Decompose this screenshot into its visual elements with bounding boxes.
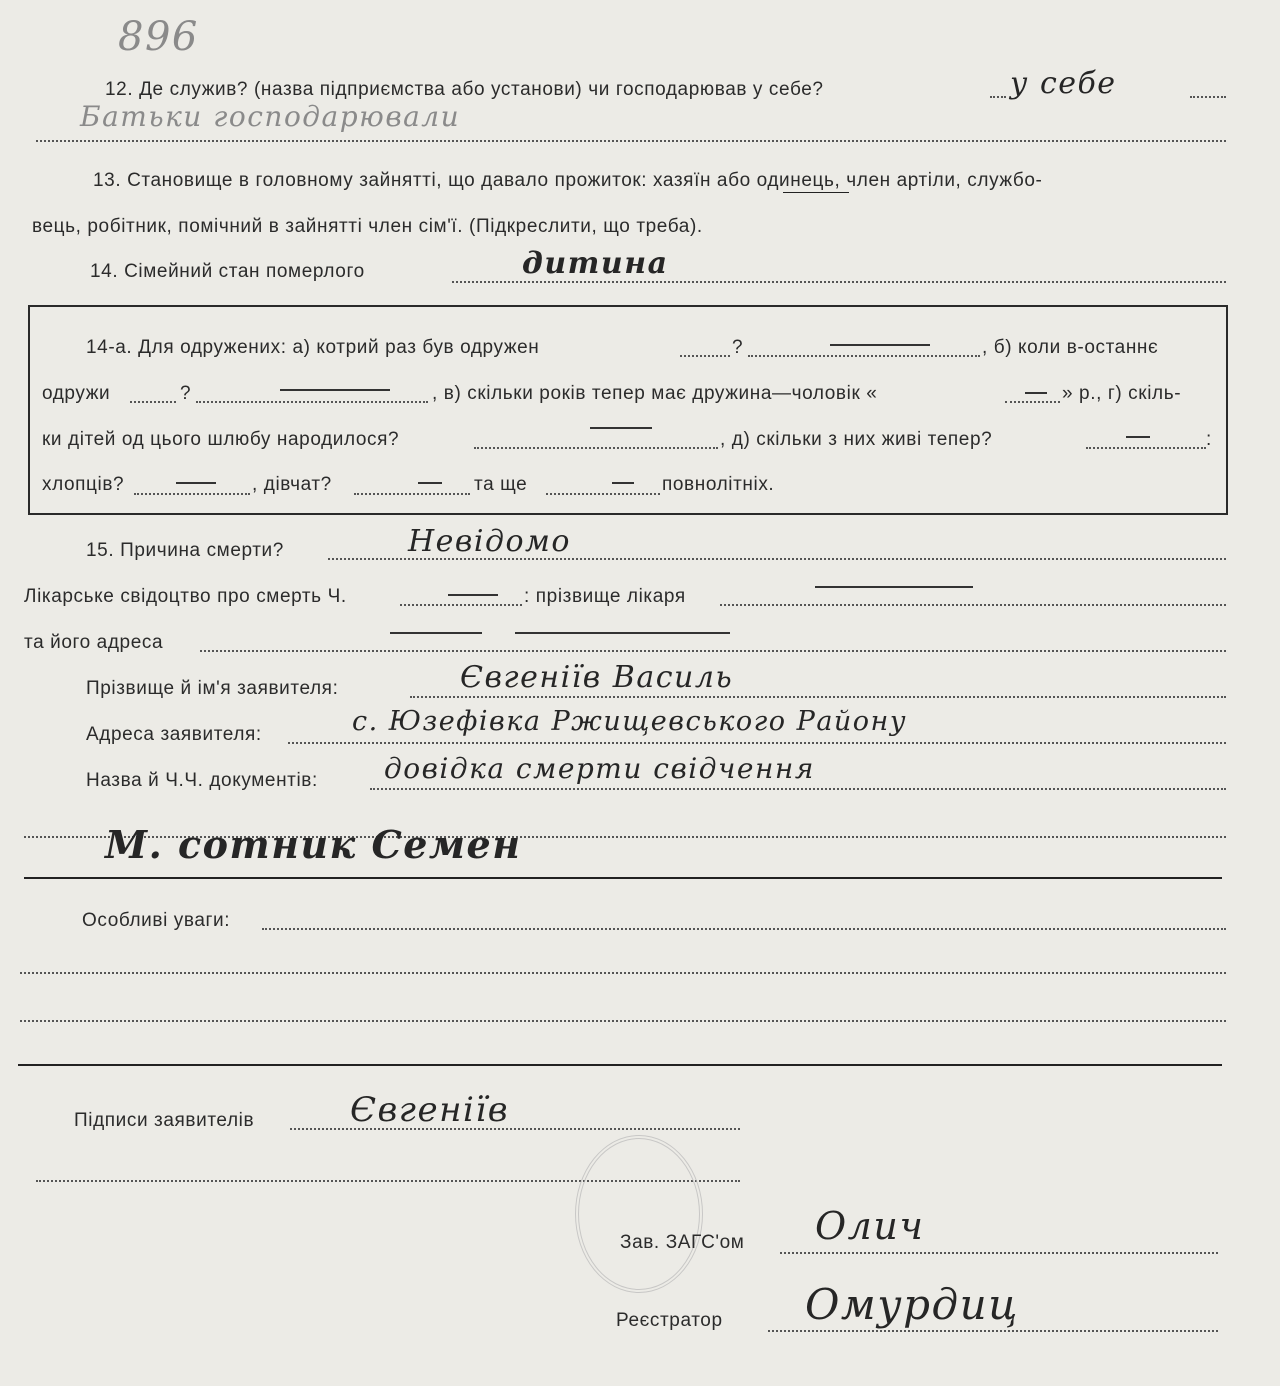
notes-label: Особливі уваги: [82,910,231,931]
q14a-dash-2 [280,389,390,391]
seal-stamp [575,1135,703,1293]
q14a-line4-d: повнолітніх. [662,474,775,495]
applicant-address-label: Адреса заявителя: [86,724,262,745]
medical-number-dots [400,604,522,606]
registrar-signature-dots [768,1330,1218,1332]
q12-dots [990,96,1006,98]
applicant-docs-dots [370,788,1226,790]
q13-line2: вець, робітник, помічний в зайнятті член сім'ї. (Підкреслити, що треба). [32,216,703,237]
applicant-docs-value2: М. сотник Семен [105,822,522,867]
medical-address-label: та його адреса [24,632,164,653]
registrar-signature-label: Реєстратор [616,1310,723,1331]
q14a-dash-6 [176,482,216,484]
applicant-name-value: Євгеніїв Василь [460,660,734,695]
q14a-dots-3 [130,401,176,403]
q14-answer: дитина [522,246,669,281]
applicants-signature-value: Євгеніїв [350,1090,510,1130]
q14a-dots-6 [474,447,718,449]
notes-dots-1 [262,928,1226,930]
applicant-docs-label: Назва й Ч.Ч. документів: [86,770,318,791]
q12-answer: у себе [1010,66,1117,101]
q14a-dots-7 [1086,447,1206,449]
medical-address-dash-2 [515,632,730,634]
q13-line1: 13. Становище в головному зайнятті, що давало прожиток: хазяїн або одинець, член артіли, службо- [93,170,1043,191]
q14a-line4-c: та ще [474,474,528,495]
archive-number: 896 [118,14,199,60]
applicant-docs-value: довідка смерти свідчення [384,752,815,785]
medical-address-dots [200,650,1226,652]
head-signature-value: Олич [815,1204,925,1248]
applicant-name-dots [410,696,1226,698]
q12-answer-line2: Батьки господарювали [80,100,461,133]
q12-line2-rule [36,140,1226,142]
head-signature-dots [780,1252,1218,1254]
applicants-signature-label: Підписи заявителів [74,1110,255,1131]
q14a-dash-8 [612,482,634,484]
q14a-line4-a: хлопців? [42,474,125,495]
q14a-dash-3 [1025,392,1047,394]
medical-doctor-dots [720,604,1226,606]
section-divider-2 [18,1064,1222,1066]
q15-answer: Невідомо [408,524,571,559]
notes-dots-2 [20,972,1226,974]
medical-doctor-label: : прізвище лікаря [524,586,686,607]
q14a-line3-b: , д) скільки з них живі тепер? [720,429,993,450]
q15-label: 15. Причина смерти? [86,540,284,561]
q14a-line4-b: , дівчат? [252,474,332,495]
medical-doctor-dash [815,586,973,588]
registrar-signature-value: Омурдиц [805,1280,1019,1329]
q14a-dash-1 [830,344,930,346]
section-divider-1 [24,877,1222,879]
q14a-dots-4 [196,401,428,403]
q14a-line2-c: , в) скільки років тепер має дружина—чоловік « [432,383,878,404]
q14a-dots-5 [1005,401,1060,403]
medical-label: Лікарське свідоцтво про смерть Ч. [24,586,347,607]
q14a-line1-c: , б) коли в-останнє [982,337,1159,358]
q14a-dash-5 [1126,436,1150,438]
medical-address-dash-1 [390,632,482,634]
q14a-dots-10 [546,493,660,495]
q12-label: 12. Де служив? (назва підприємства або установи) чи господарював у себе? [105,79,824,100]
q14a-dots-9 [354,493,470,495]
q14a-line1-b: ? [732,337,744,358]
q14a-line2-d: » р., г) скіль- [1062,383,1182,404]
q14a-dots-2 [748,355,980,357]
medical-number-dash [448,594,498,596]
q14a-dash-4 [590,427,652,429]
q14a-line3-a: ки дітей од цього шлюбу народилося? [42,429,400,450]
notes-dots-3 [20,1020,1226,1022]
q14a-dots-8 [134,493,250,495]
q14-rule [452,281,1226,283]
q14a-line1-a: 14-а. Для одружених: а) котрий раз був одружен [86,337,540,358]
q14a-line2-a: одружи [42,383,111,404]
head-signature-label: Зав. ЗАГС'ом [620,1232,745,1253]
applicant-address-value: с. Юзефівка Ржищевського Району [352,706,908,737]
q14a-dots-1 [680,355,730,357]
applicant-name-label: Прізвище й ім'я заявителя: [86,678,339,699]
q14a-dash-7 [418,482,442,484]
applicant-address-dots [288,742,1226,744]
q13-underline-khaziain [783,192,849,193]
q12-dots-end [1190,96,1226,98]
q14a-line2-b: ? [180,383,192,404]
q14a-line3-c: : [1206,429,1212,450]
q14-label: 14. Сімейний стан померлого [90,261,365,282]
